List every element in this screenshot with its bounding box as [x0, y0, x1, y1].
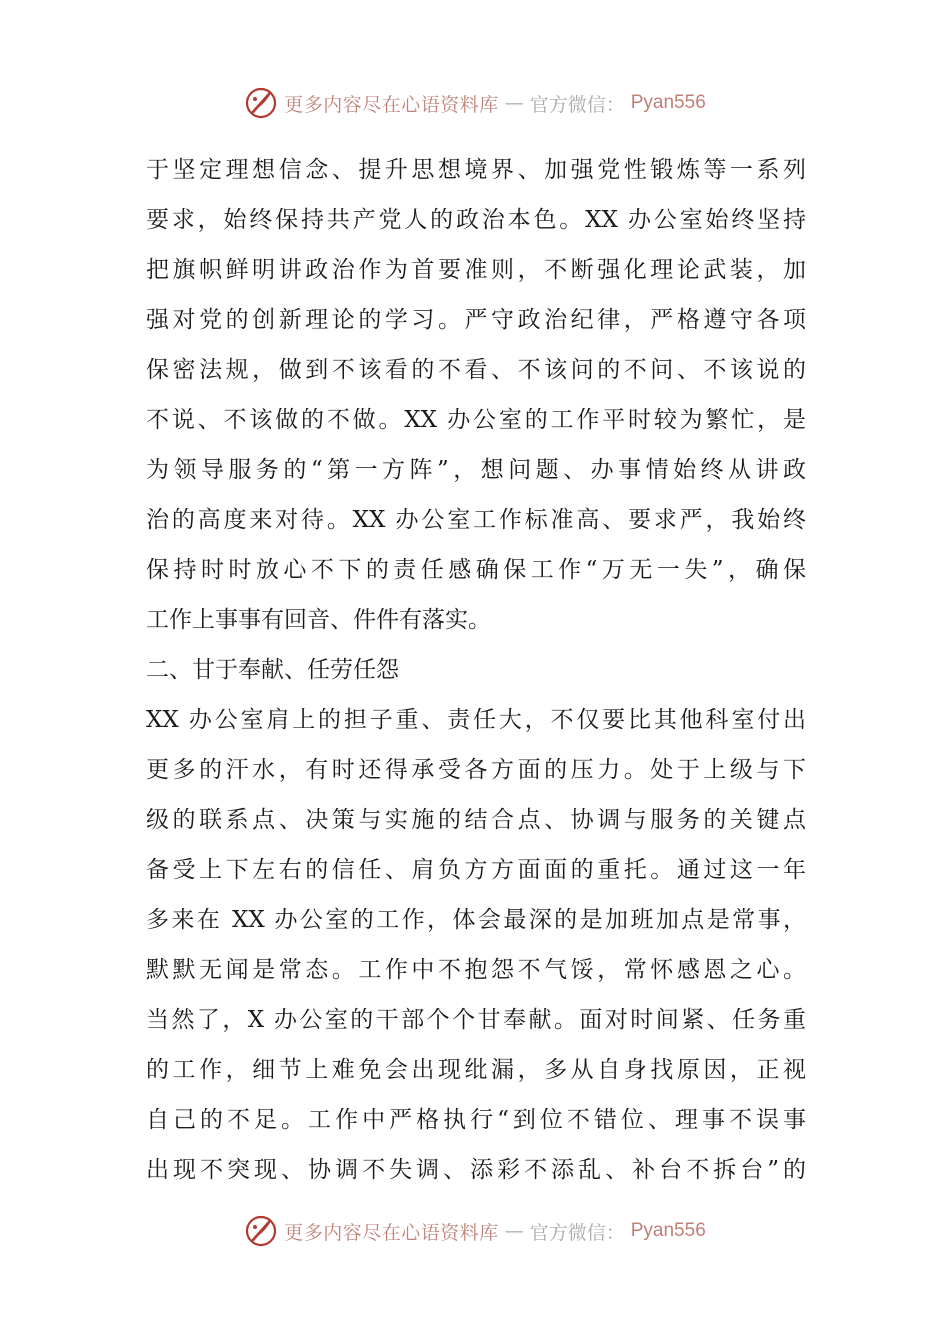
- text-line: 更多的汗水，有时还得承受各方面的压力。处于上级与下: [146, 757, 806, 783]
- watermark-wechat-label: 官方微信：: [529, 93, 625, 116]
- text-line: 保持时时放心不下的责任感确保工作“万无一失”，确保: [146, 557, 806, 583]
- watermark-dash: —: [504, 1220, 524, 1242]
- quill-logo-icon: [244, 86, 278, 120]
- text-line: 把旗帜鲜明讲政治作为首要准则，不断强化理论武装，加: [146, 257, 806, 283]
- document-body: [146, 145, 806, 1195]
- text-line: 级的联系点、决策与实施的结合点、协调与服务的关键点: [146, 807, 806, 833]
- section-heading: 二、甘于奉献、任劳任怨: [146, 657, 399, 683]
- watermark-site-text: 更多内容尽在心语资料库: [284, 1221, 499, 1244]
- text-line: 的工作，细节上难免会出现纰漏，多从自身找原因，正视: [146, 1057, 806, 1083]
- text-line: 出现不突现、协调不失调、添彩不添乱、补台不拆台”的: [146, 1157, 806, 1183]
- watermark-wechat-id: Pyan556: [630, 1220, 706, 1241]
- text-line: 多来在 XX 办公室的工作，体会最深的是加班加点是常事，: [146, 907, 806, 933]
- watermark-wechat-label: 官方微信：: [529, 1221, 625, 1244]
- watermark-dash: —: [504, 92, 524, 114]
- text-line: 自己的不足。工作中严格执行“到位不错位、理事不误事: [146, 1107, 806, 1133]
- footer-watermark: [0, 1211, 950, 1251]
- text-line: 保密法规，做到不该看的不看、不该问的不问、不该说的: [146, 357, 806, 383]
- text-line: 治的高度来对待。XX 办公室工作标准高、要求严，我始终: [146, 507, 806, 533]
- text-line: 工作上事事有回音、件件有落实。: [146, 607, 491, 633]
- text-line: 默默无闻是常态。工作中不抱怨不气馁，常怀感恩之心。: [146, 957, 806, 983]
- text-line: XX 办公室肩上的担子重、责任大，不仅要比其他科室付出: [146, 707, 806, 733]
- text-line: 强对党的创新理论的学习。严守政治纪律，严格遵守各项: [146, 307, 806, 333]
- text-line: 当然了，X 办公室的干部个个甘奉献。面对时间紧、任务重: [146, 1007, 806, 1033]
- text-line: 为领导服务的“第一方阵”，想问题、办事情始终从讲政: [146, 457, 806, 483]
- text-line: 于坚定理想信念、提升思想境界、加强党性锻炼等一系列: [146, 157, 806, 183]
- text-line: 要求，始终保持共产党人的政治本色。XX 办公室始终坚持: [146, 207, 806, 233]
- watermark-wechat-id: Pyan556: [630, 92, 706, 113]
- text-line: 备受上下左右的信任、肩负方方面面的重托。通过这一年: [146, 857, 806, 883]
- watermark-site-text: 更多内容尽在心语资料库: [284, 93, 499, 116]
- quill-logo-icon: [244, 1214, 278, 1248]
- header-watermark: [0, 83, 950, 123]
- text-line: 不说、不该做的不做。XX 办公室的工作平时较为繁忙，是: [146, 407, 806, 433]
